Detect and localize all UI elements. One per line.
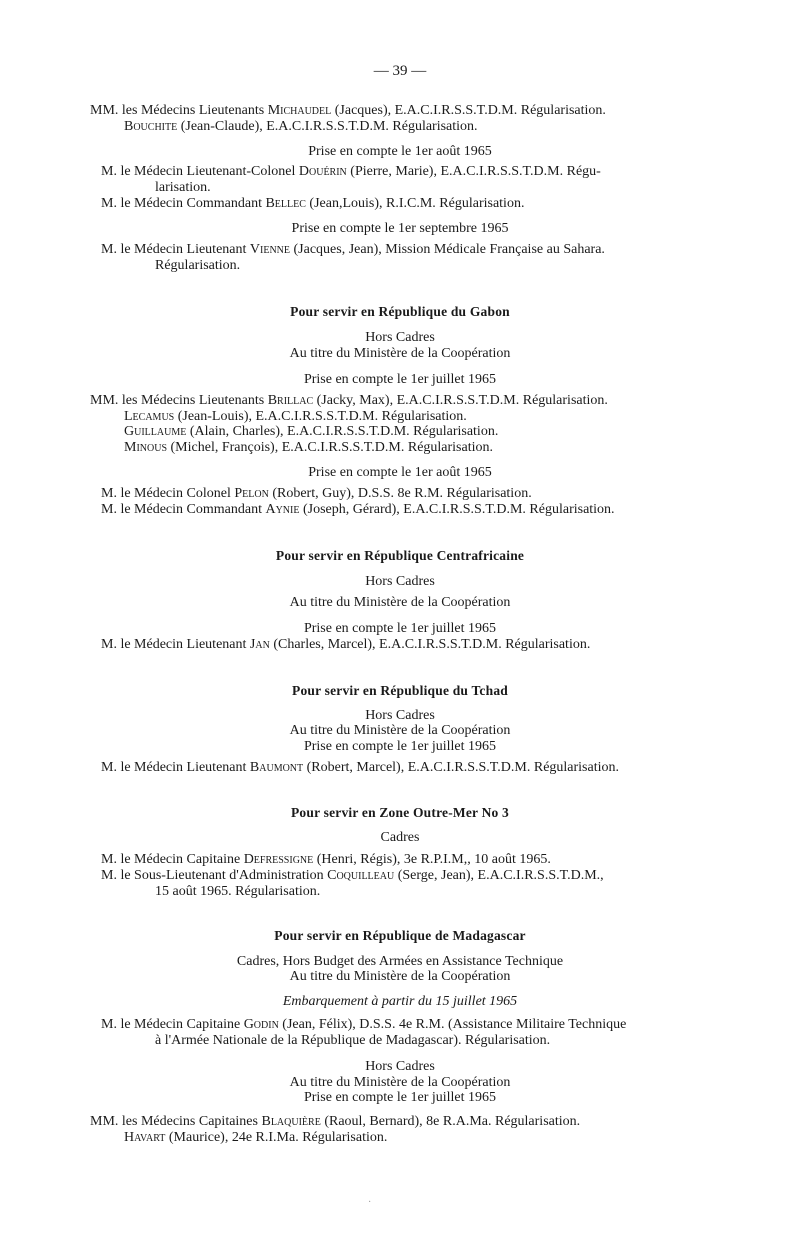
cadres: Cadres — [380, 830, 420, 845]
hors-cadres: Hors Cadres — [365, 330, 435, 345]
entry-jan: M. le Médecin Lieutenant Jan (Charles, Marcel), E.A.C.I.R.S.S.T.D.M. Régularisation. — [101, 637, 591, 652]
prise-en-compte: Prise en compte le 1er septembre 1965 — [291, 221, 509, 236]
entry-havart: Havart (Maurice), 24e R.I.Ma. Régularisation. — [124, 1130, 388, 1145]
entry-coquilleau: M. le Sous-Lieutenant d'Administration Coquilleau (Serge, Jean), E.A.C.I.R.S.S.T.D.M., — [101, 868, 604, 883]
hors-cadres: Hors Cadres — [365, 708, 435, 723]
titre-ministere: Au titre du Ministère de la Coopération — [289, 595, 511, 610]
entry-pelon: M. le Médecin Colonel Pelon (Robert, Guy), D.S.S. 8e R.M. Régularisation. — [101, 486, 532, 501]
prise-en-compte: Prise en compte le 1er juillet 1965 — [303, 372, 497, 387]
hors-cadres: Hors Cadres — [365, 574, 435, 589]
section-heading-zone-outre-mer: Pour servir en Zone Outre-Mer No 3 — [290, 805, 509, 820]
cadres-hors-budget: Cadres, Hors Budget des Armées en Assistance Technique — [236, 954, 564, 969]
entry-coquilleau-cont: 15 août 1965. Régularisation. — [155, 884, 321, 899]
entry-minous: Minous (Michel, François), E.A.C.I.R.S.S.T.D.M. Régularisation. — [124, 440, 494, 455]
titre-ministere: Au titre du Ministère de la Coopération — [289, 1075, 511, 1090]
hors-cadres: Hors Cadres — [365, 1059, 435, 1074]
entry-aynie: M. le Médecin Commandant Aynie (Joseph, Gérard), E.A.C.I.R.S.S.T.D.M. Régularisation. — [101, 502, 615, 517]
section-heading-tchad: Pour servir en République du Tchad — [292, 683, 508, 698]
entry-michaudel: MM. les Médecins Lieutenants Michaudel (Jacques), E.A.C.I.R.S.S.T.D.M. Régularisation. — [90, 103, 606, 118]
section-heading-gabon: Pour servir en République du Gabon — [290, 304, 510, 319]
prise-en-compte: Prise en compte le 1er août 1965 — [308, 144, 492, 159]
section-heading-madagascar: Pour servir en République de Madagascar — [274, 928, 526, 943]
entry-defressigne: M. le Médecin Capitaine Defressigne (Henri, Régis), 3e R.P.I.M,, 10 août 1965. — [101, 852, 551, 867]
entry-vienne-cont: Régularisation. — [155, 258, 241, 273]
entry-blaquiere: MM. les Médecins Capitaines Blaquière (Raoul, Bernard), 8e R.A.Ma. Régularisation. — [90, 1114, 581, 1129]
entry-godin-cont: à l'Armée Nationale de la République de Madagascar). Régularisation. — [155, 1033, 551, 1048]
entry-vienne: M. le Médecin Lieutenant Vienne (Jacques, Jean), Mission Médicale Française au Sahara. — [101, 242, 605, 257]
entry-bellec: M. le Médecin Commandant Bellec (Jean,Louis), R.I.C.M. Régularisation. — [101, 196, 525, 211]
prise-en-compte: Prise en compte le 1er juillet 1965 — [303, 1090, 497, 1105]
page-mark: · — [368, 1197, 372, 1208]
titre-ministere: Au titre du Ministère de la Coopération — [289, 969, 511, 984]
titre-ministere: Au titre du Ministère de la Coopération — [289, 346, 511, 361]
entry-guillaume: Guillaume (Alain, Charles), E.A.C.I.R.S.S.T.D.M. Régularisation. — [124, 424, 499, 439]
entry-douerin-cont: larisation. — [155, 180, 211, 195]
entry-baumont: M. le Médecin Lieutenant Baumont (Robert, Marcel), E.A.C.I.R.S.S.T.D.M. Régularisation. — [101, 760, 620, 775]
section-heading-centrafrique: Pour servir en République Centrafricaine — [275, 548, 525, 563]
prise-en-compte: Prise en compte le 1er août 1965 — [308, 465, 492, 480]
entry-douerin: M. le Médecin Lieutenant-Colonel Douérin (Pierre, Marie), E.A.C.I.R.S.S.T.D.M. Régu- — [101, 164, 601, 179]
page-number: — 39 — — [373, 63, 427, 79]
entry-godin: M. le Médecin Capitaine Godin (Jean, Félix), D.S.S. 4e R.M. (Assistance Militaire Technique — [101, 1017, 627, 1032]
prise-en-compte: Prise en compte le 1er juillet 1965 — [303, 621, 497, 636]
entry-bouchite: Bouchite (Jean-Claude), E.A.C.I.R.S.S.T.D.M. Régularisation. — [124, 119, 478, 134]
titre-ministere: Au titre du Ministère de la Coopération — [289, 723, 511, 738]
prise-en-compte: Prise en compte le 1er juillet 1965 — [303, 739, 497, 754]
embarquement: Embarquement à partir du 15 juillet 1965 — [282, 994, 518, 1009]
entry-lecamus: Lecamus (Jean-Louis), E.A.C.I.R.S.S.T.D.M. Régularisation. — [124, 409, 467, 424]
entry-brillac: MM. les Médecins Lieutenants Brillac (Jacky, Max), E.A.C.I.R.S.S.T.D.M. Régularisation. — [90, 393, 608, 408]
